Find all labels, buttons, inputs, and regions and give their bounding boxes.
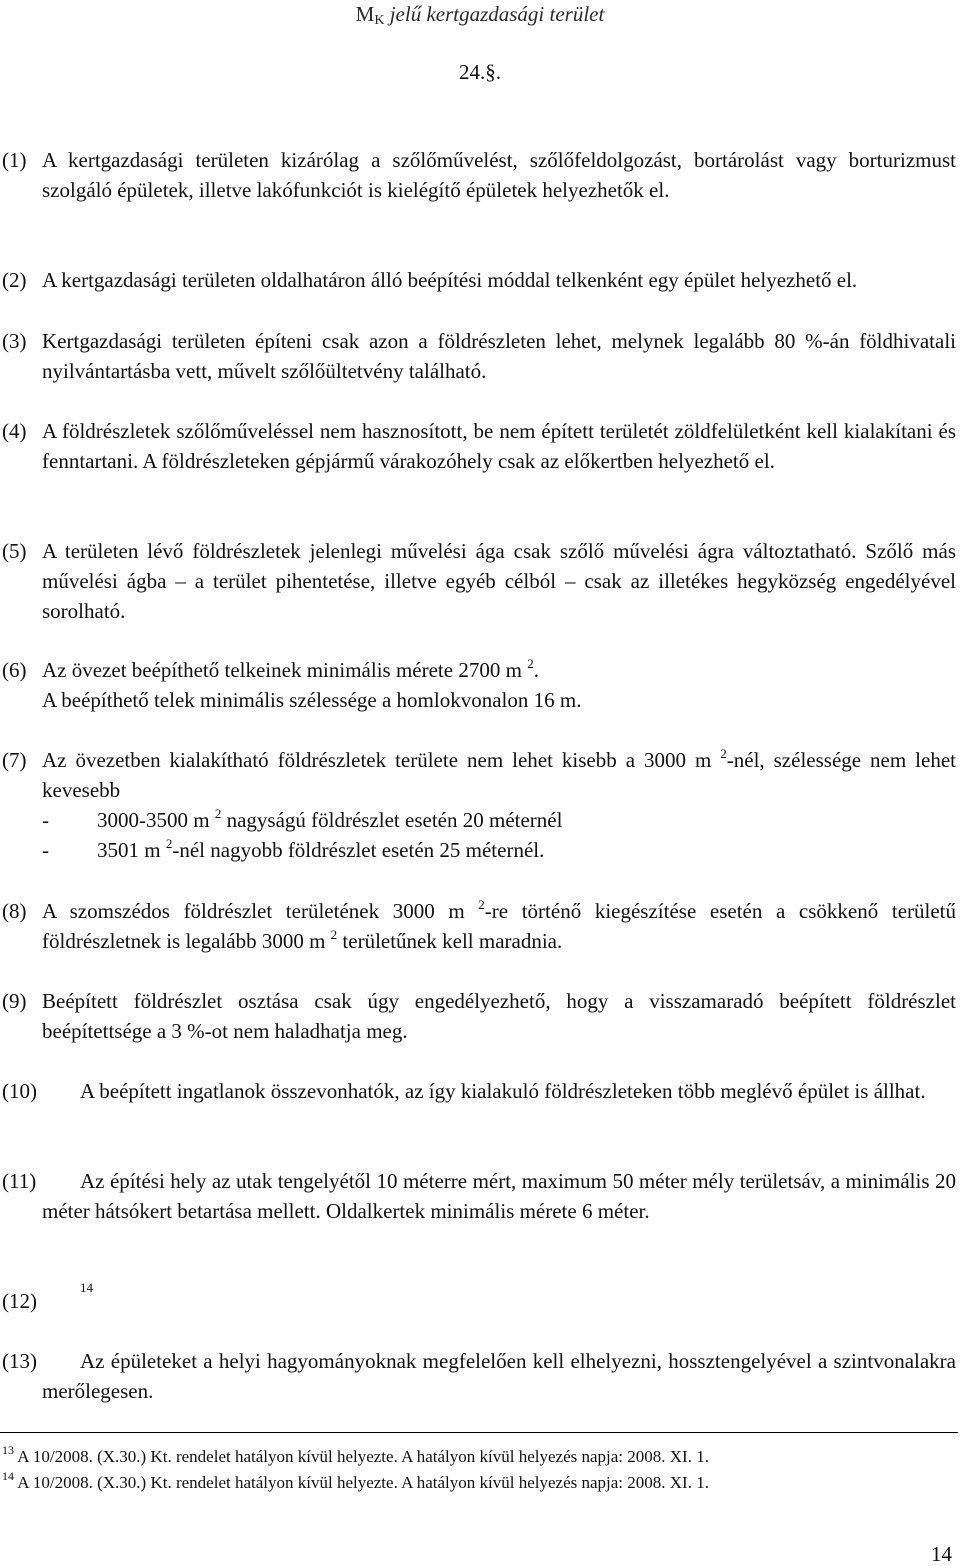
paragraph-text: Kertgazdasági területen építeni csak azon a földrészleten lehet, melynek legalább 80 %-án földhivatali nyilvántartásba vett, művelt szőlőültetvény található. bbox=[42, 329, 956, 383]
text-run: -nél nagyobb földrészlet esetén 25 méternél. bbox=[172, 838, 545, 862]
text-run: területűnek kell maradnia. bbox=[337, 929, 563, 953]
header-title: jelű kertgazdasági terület bbox=[384, 2, 605, 26]
paragraph-number: (5) bbox=[2, 539, 27, 563]
paragraph-6 bbox=[2, 655, 956, 715]
text-run: Az övezetben kialakítható földrészletek területe nem lehet kisebb a 3000 m bbox=[42, 748, 721, 772]
footnote-number: 13 bbox=[2, 1443, 14, 1457]
paragraph-number: (8) bbox=[2, 899, 27, 923]
text-run: nagyságú földrészlet esetén 20 méternél bbox=[221, 808, 563, 832]
superscript: 2 bbox=[214, 806, 222, 821]
footnote-reference: 14 bbox=[80, 1280, 93, 1295]
paragraph-text: A földrészletek szőlőműveléssel nem hasznosított, be nem épített területét zöldfelületként kell kialakítani és fenntartani. A földrészleteken gépjármű várakozóhely csak az előkertben helyezhető el. bbox=[42, 419, 956, 473]
text-run: 3501 m bbox=[97, 838, 166, 862]
list-item bbox=[42, 835, 956, 865]
paragraph-1 bbox=[2, 145, 956, 205]
superscript: 2 bbox=[478, 897, 485, 912]
header-mk-sub: K bbox=[374, 13, 385, 28]
text-run: . bbox=[533, 658, 539, 682]
superscript: 2 bbox=[165, 836, 173, 851]
paragraph-number: (12) bbox=[2, 1289, 37, 1313]
paragraph-text: A területen lévő földrészletek jelenlegi művelési ága csak szőlő művelési ágra változtatható. Szőlő más művelési ágba – a terület pihentetése, illetve egyéb célból – csak az illetékes hegyközség engedélyével sorolható. bbox=[42, 539, 956, 623]
paragraph-number: (2) bbox=[2, 268, 27, 292]
paragraph-11 bbox=[2, 1166, 956, 1226]
superscript: 2 bbox=[527, 656, 534, 671]
footnote-text: A 10/2008. (X.30.) Kt. rendelet hatályon kívül helyezte. A hatályon kívül helyezés napja: 2008. XI. 1. bbox=[14, 1473, 709, 1492]
paragraph-text bbox=[2, 1166, 956, 1226]
footnote-text: A 10/2008. (X.30.) Kt. rendelet hatályon kívül helyezte. A hatályon kívül helyezés napja: 2008. XI. 1. bbox=[14, 1447, 709, 1466]
paragraph-7 bbox=[2, 745, 956, 865]
paragraph-3 bbox=[2, 326, 956, 386]
paragraph-5 bbox=[2, 536, 956, 626]
text-run: -nél, szélessége nem lehet kevesebb bbox=[42, 748, 956, 802]
paragraph-8 bbox=[2, 896, 956, 956]
paragraph-line: A beépíthető telek minimális szélessége a homlokvonalon 16 m. bbox=[42, 688, 582, 712]
header-mk bbox=[356, 2, 385, 26]
paragraph-12 bbox=[2, 1280, 956, 1316]
paragraph-number: (13) bbox=[2, 1349, 37, 1373]
paragraph-9 bbox=[2, 986, 956, 1046]
list-dash: - bbox=[42, 838, 49, 862]
paragraph-4 bbox=[2, 416, 956, 476]
paragraph-10 bbox=[2, 1076, 956, 1106]
paragraph-number: (10) bbox=[2, 1079, 37, 1103]
section-number: 24.§. bbox=[459, 60, 501, 84]
paragraph-number: (1) bbox=[2, 148, 27, 172]
paragraph-13 bbox=[2, 1346, 956, 1406]
text-run: A beépített ingatlanok összevonhatók, az így kialakuló földrészleteken több meglévő épület is állhat. bbox=[80, 1079, 926, 1103]
header-mk-main: M bbox=[355, 2, 375, 26]
paragraph-line bbox=[42, 655, 956, 685]
text-run: A szomszédos földrészlet területének 3000 m bbox=[42, 899, 479, 923]
page-number: 14 bbox=[931, 1542, 952, 1566]
footnote-13 bbox=[2, 1443, 952, 1468]
paragraph-number: (3) bbox=[2, 329, 27, 353]
paragraph-number: (11) bbox=[2, 1169, 37, 1193]
paragraph-number: (4) bbox=[2, 419, 27, 443]
text-run: -re történő kiegészítése esetén a csökkenő területű földrészletnek is legalább 3000 m bbox=[42, 899, 957, 953]
text-run: Az övezet beépíthető telkeinek minimális mérete 2700 m bbox=[42, 658, 528, 682]
footnote-separator bbox=[0, 1432, 958, 1433]
text-run: Az épületeket a helyi hagyományoknak megfelelően kell elhelyezni, hossztengelyével a szintvonalakra merőlegesen. bbox=[42, 1349, 956, 1403]
paragraph-text bbox=[42, 655, 956, 715]
paragraph-text bbox=[2, 1346, 956, 1406]
text-run: Az építési hely az utak tengelyétől 10 méterre mért, maximum 50 méter mély területsáv, a minimális 20 méter hátsókert betartása mellett. Oldalkertek minimális mérete 6 méter. bbox=[42, 1169, 956, 1223]
list-dash: - bbox=[42, 808, 49, 832]
footnote-14 bbox=[2, 1469, 952, 1494]
paragraph-text: Beépített földrészlet osztása csak úgy engedélyezhető, hogy a visszamaradó beépített földrészlet beépítettsége a 3 %-ot nem haladhatja meg. bbox=[42, 989, 956, 1043]
paragraph-text bbox=[42, 745, 956, 865]
paragraph-number: (9) bbox=[2, 989, 27, 1013]
paragraph-text bbox=[2, 1076, 956, 1106]
paragraph-number: (6) bbox=[2, 658, 27, 682]
superscript: 2 bbox=[720, 746, 727, 761]
list-item bbox=[42, 805, 956, 835]
text-run: 3000-3500 m bbox=[97, 808, 215, 832]
paragraph-text: A kertgazdasági területen kizárólag a szőlőművelést, szőlőfeldolgozást, bortárolást vagy borturizmust szolgáló épületek, illetve lakófunkciót is kielégítő épületek helyezhetők el. bbox=[42, 148, 956, 202]
footnote-number: 14 bbox=[2, 1469, 14, 1483]
running-header bbox=[0, 0, 960, 35]
paragraph-text: A kertgazdasági területen oldalhatáron álló beépítési móddal telkenként egy épület helyezhető el. bbox=[42, 268, 858, 292]
superscript: 2 bbox=[330, 927, 338, 942]
paragraph-line bbox=[42, 745, 956, 805]
paragraph-number: (7) bbox=[2, 748, 27, 772]
paragraph-text bbox=[42, 896, 956, 956]
paragraph-2 bbox=[2, 265, 956, 295]
